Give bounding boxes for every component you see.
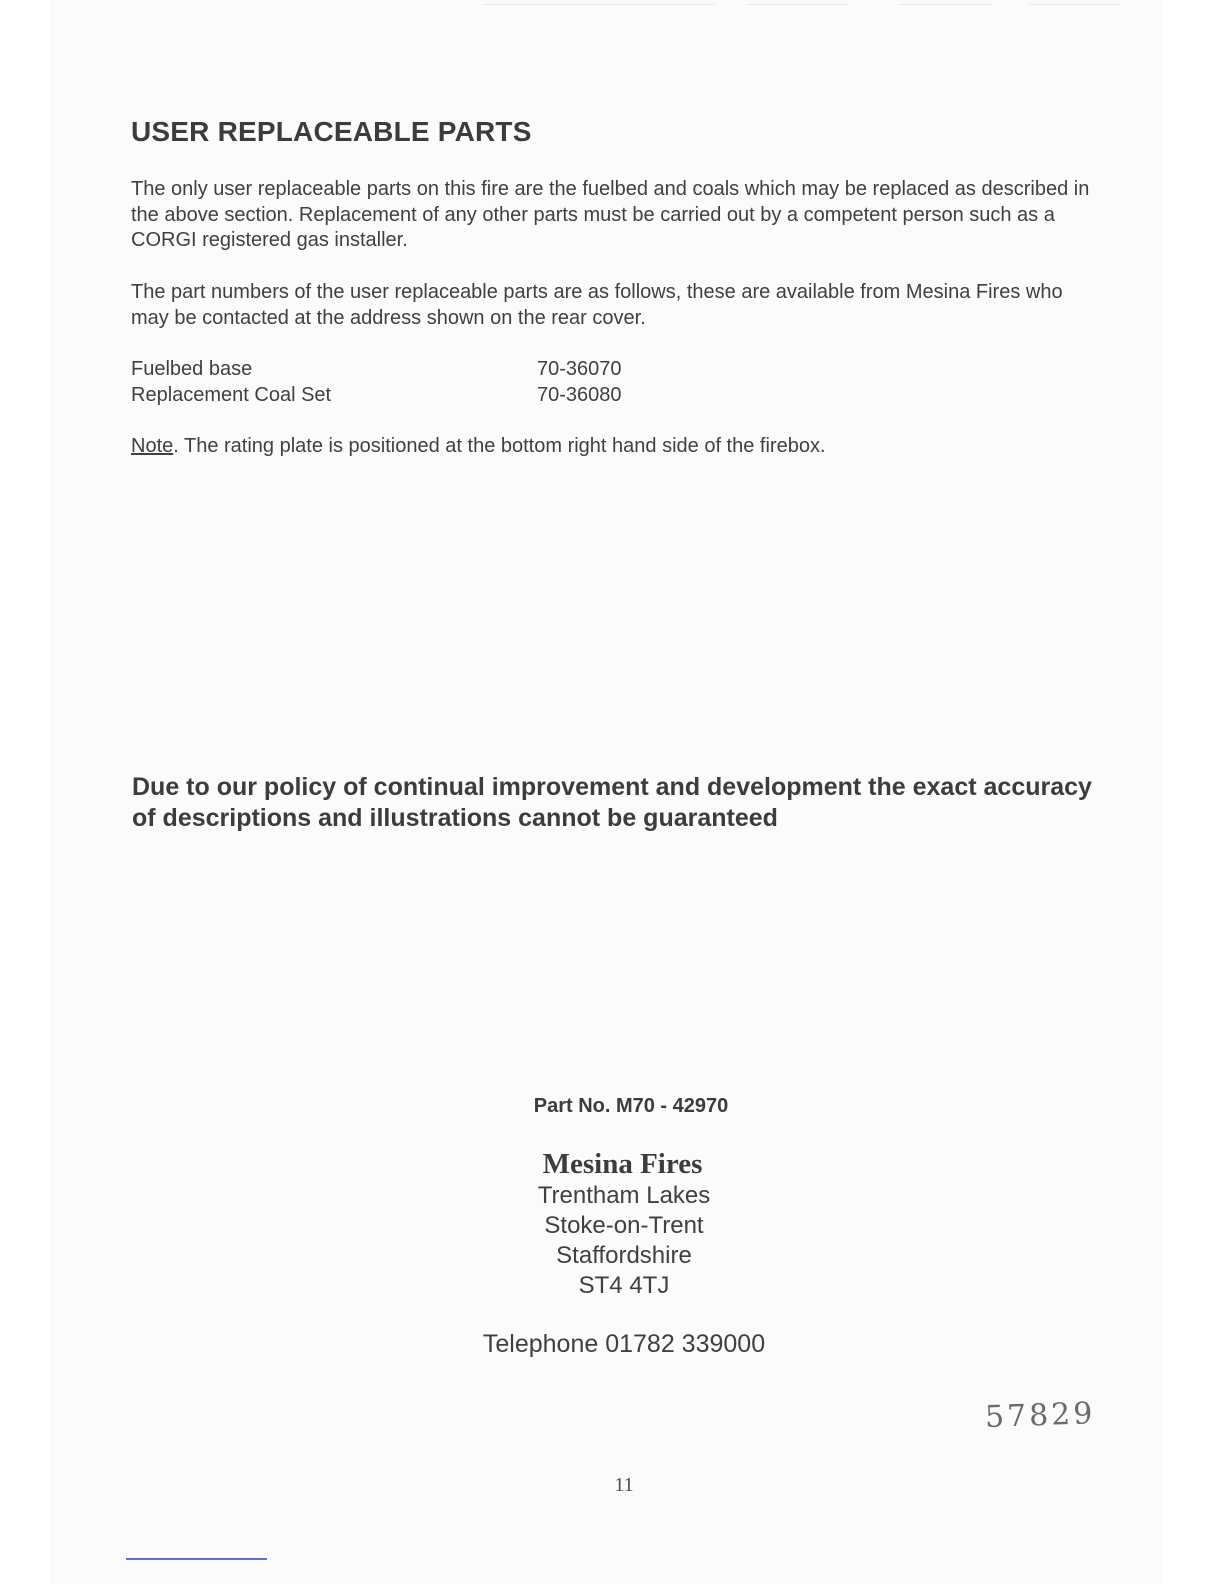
page-number: 11 (614, 1474, 634, 1496)
part-name: Replacement Coal Set (131, 384, 332, 406)
part-number: 70-36070 (537, 358, 622, 380)
part-number-label: Part No. M70 - 42970 (533, 1095, 729, 1117)
note-text: . The rating plate is positioned at the bottom right hand side of the firebox. (173, 435, 826, 457)
table-row (131, 382, 622, 408)
intro-paragraph: The only user replaceable parts on this fire are the fuelbed and coals which may be replaced as described in the above section. Replacement of any other parts must be carried out by a competent person such as a CORGI registered gas installer. (131, 178, 1090, 251)
stamped-number: 57829 (984, 1396, 1096, 1435)
address-line: ST4 4TJ (578, 1272, 670, 1299)
part-numbers-paragraph: The part numbers of the user replaceable parts are as follows, these are available from Mesina Fires who may be contacted at the address shown on the rear cover. (131, 281, 1063, 329)
top-rule (900, 4, 992, 5)
top-rule (1030, 4, 1120, 5)
rating-plate-note (131, 433, 826, 459)
part-name: Fuelbed base (131, 358, 253, 380)
top-rule (484, 4, 714, 5)
part-number: 70-36080 (537, 384, 622, 406)
address-line: Trentham Lakes (537, 1182, 711, 1209)
address-line: Stoke-on-Trent (544, 1212, 704, 1239)
section-heading: USER REPLACEABLE PARTS (131, 116, 532, 147)
company-address (0, 1181, 1224, 1301)
telephone: Telephone 01782 339000 (482, 1330, 766, 1358)
table-row (131, 356, 622, 382)
top-rule (748, 4, 848, 5)
address-line: Staffordshire (556, 1242, 692, 1269)
company-name: Mesina Fires (542, 1148, 703, 1180)
note-label: Note (131, 435, 174, 457)
policy-statement: Due to our policy of continual improvement and development the exact accuracy of descriptions and illustrations cannot be guaranteed (132, 773, 1092, 832)
bottom-link-underline (126, 1558, 267, 1560)
parts-table (131, 356, 622, 408)
